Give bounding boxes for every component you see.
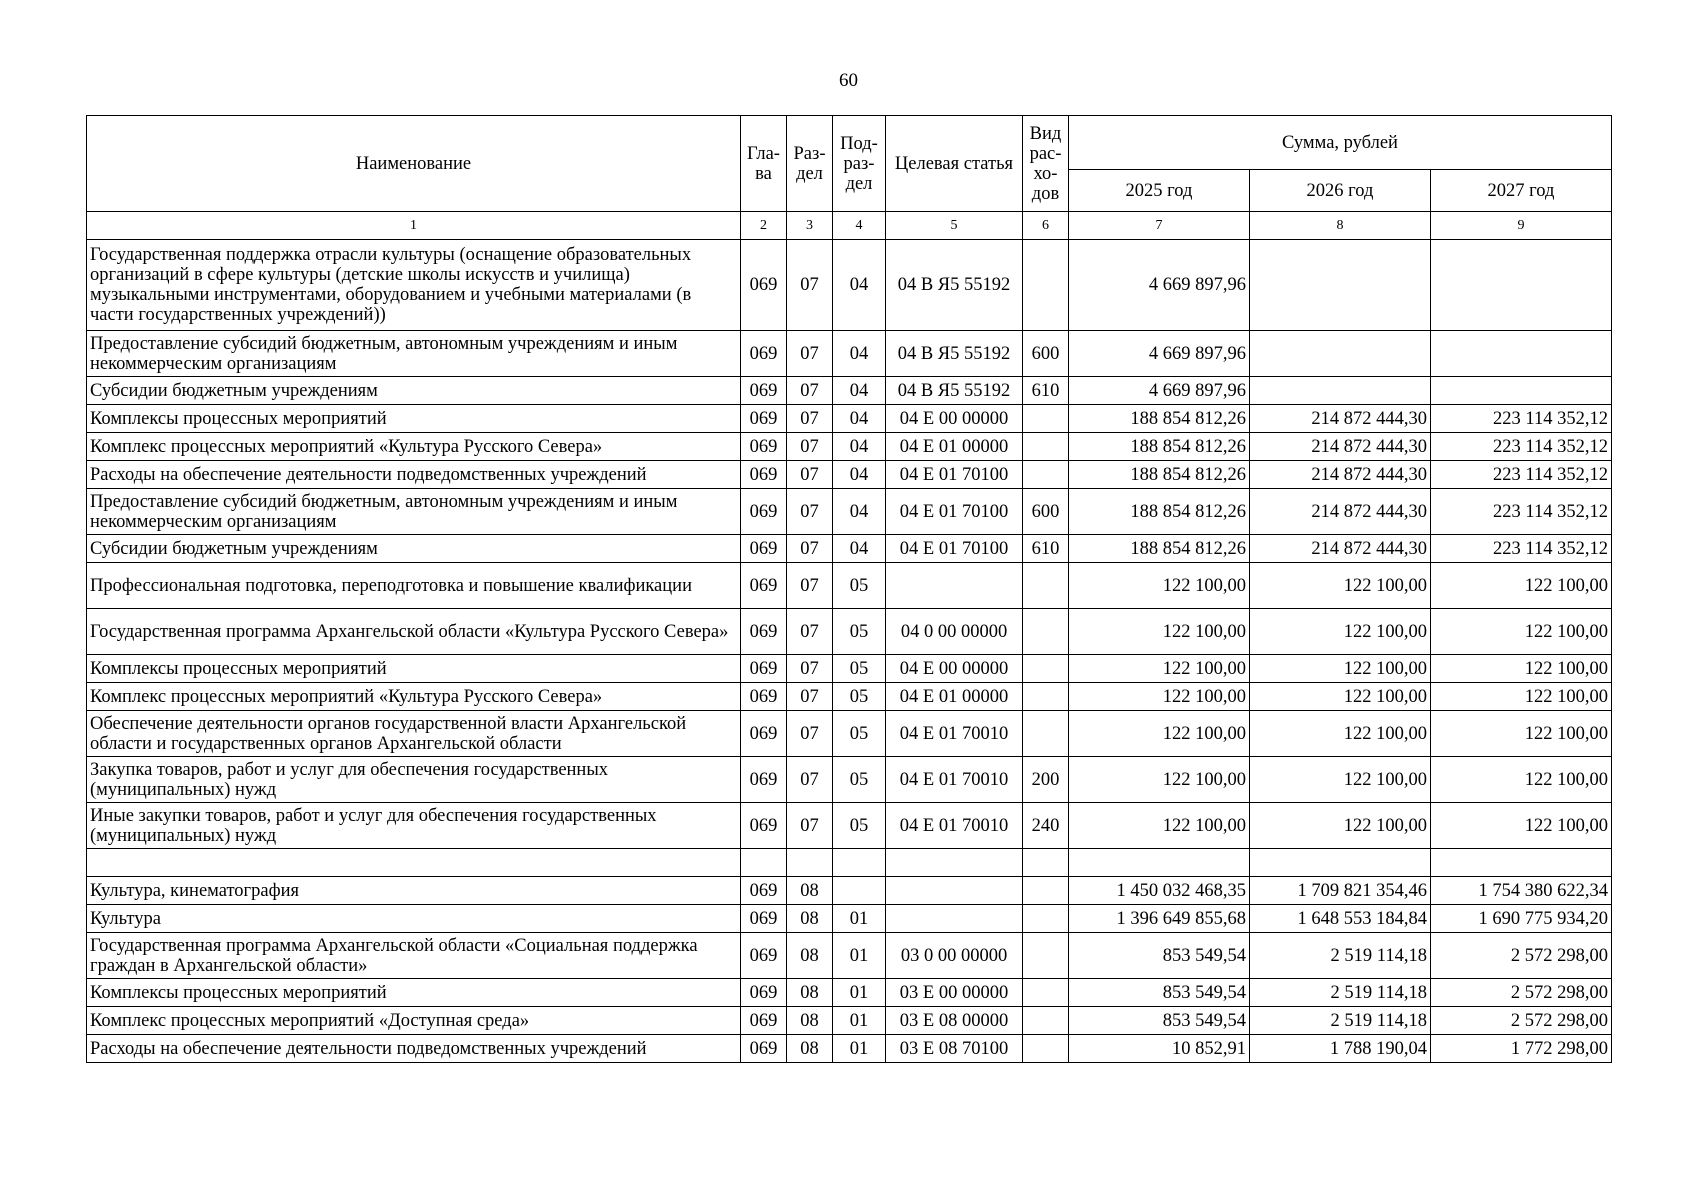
table-cell-podrazdel: 01 [833, 1007, 886, 1035]
table-cell-podrazdel: 04 [833, 240, 886, 331]
table-cell-glava: 069 [741, 563, 787, 609]
table-cell-celevaya-statya: 03 Е 00 00000 [886, 979, 1023, 1007]
table-cell-name: Комплекс процессных мероприятий «Культура Русского Севера» [87, 433, 741, 461]
table-cell-razdel: 07 [787, 609, 833, 655]
table-cell-sum-2025: 4 669 897,96 [1069, 377, 1250, 405]
table-cell-vid-raskhodov [1023, 240, 1069, 331]
table-cell-sum-2027: 122 100,00 [1431, 655, 1612, 683]
table-cell-vid-raskhodov [1023, 1007, 1069, 1035]
table-cell-vid-raskhodov: 600 [1023, 331, 1069, 377]
table-cell-vid-raskhodov [1023, 563, 1069, 609]
table-row [87, 1035, 1612, 1063]
header-celevaya-statya: Целевая статья [886, 116, 1023, 212]
table-cell-sum-2025: 4 669 897,96 [1069, 331, 1250, 377]
table-cell-celevaya-statya [886, 849, 1023, 877]
table-cell-sum-2027 [1431, 331, 1612, 377]
table-cell-sum-2027: 122 100,00 [1431, 757, 1612, 803]
table-cell-sum-2027: 122 100,00 [1431, 609, 1612, 655]
table-cell-vid-raskhodov [1023, 933, 1069, 979]
header-podrazdel: Под-раз-дел [833, 116, 886, 212]
table-cell-celevaya-statya: 04 Е 00 00000 [886, 655, 1023, 683]
table-cell-sum-2026 [1250, 331, 1431, 377]
table-cell-glava: 069 [741, 609, 787, 655]
table-cell-glava: 069 [741, 803, 787, 849]
table-cell-sum-2026: 122 100,00 [1250, 609, 1431, 655]
table-cell-vid-raskhodov: 240 [1023, 803, 1069, 849]
header-vid-raskhodov: Вид рас-хо-дов [1023, 116, 1069, 212]
column-number: 9 [1431, 212, 1612, 240]
table-cell-sum-2025: 188 854 812,26 [1069, 461, 1250, 489]
table-cell-vid-raskhodov [1023, 461, 1069, 489]
column-number: 1 [87, 212, 741, 240]
table-row [87, 849, 1612, 877]
table-cell-name: Культура, кинематография [87, 877, 741, 905]
column-number: 8 [1250, 212, 1431, 240]
table-cell-vid-raskhodov [1023, 683, 1069, 711]
table-cell-razdel: 07 [787, 711, 833, 757]
table-cell-sum-2026: 122 100,00 [1250, 683, 1431, 711]
table-cell-glava: 069 [741, 655, 787, 683]
table-cell-sum-2025: 188 854 812,26 [1069, 489, 1250, 535]
table-cell-sum-2026 [1250, 849, 1431, 877]
table-cell-glava: 069 [741, 405, 787, 433]
table-cell-sum-2026: 214 872 444,30 [1250, 489, 1431, 535]
table-row [87, 757, 1612, 803]
header-year-2027: 2027 год [1431, 170, 1612, 212]
table-cell-sum-2025: 188 854 812,26 [1069, 433, 1250, 461]
table-cell-name: Комплексы процессных мероприятий [87, 655, 741, 683]
table-cell-razdel: 07 [787, 563, 833, 609]
column-number: 3 [787, 212, 833, 240]
table-cell-sum-2027: 122 100,00 [1431, 803, 1612, 849]
column-number-row [87, 212, 1612, 240]
table-cell-celevaya-statya: 04 Е 01 70100 [886, 535, 1023, 563]
table-cell-glava: 069 [741, 240, 787, 331]
table-cell-glava: 069 [741, 535, 787, 563]
table-cell-razdel: 07 [787, 757, 833, 803]
table-cell-podrazdel [833, 877, 886, 905]
table-cell-razdel: 07 [787, 405, 833, 433]
table-cell-vid-raskhodov: 200 [1023, 757, 1069, 803]
table-cell-name: Предоставление субсидий бюджетным, автономным учреждениям и иным некоммерческим организациям [87, 331, 741, 377]
table-cell-vid-raskhodov [1023, 849, 1069, 877]
table-cell-sum-2026: 2 519 114,18 [1250, 979, 1431, 1007]
table-cell-celevaya-statya: 04 Е 01 70100 [886, 489, 1023, 535]
table-cell-celevaya-statya: 04 Е 01 00000 [886, 433, 1023, 461]
table-cell-celevaya-statya: 04 Е 00 00000 [886, 405, 1023, 433]
table-cell-sum-2027: 122 100,00 [1431, 711, 1612, 757]
table-cell-sum-2027: 122 100,00 [1431, 563, 1612, 609]
header-name: Наименование [87, 116, 741, 212]
table-cell-sum-2027: 223 114 352,12 [1431, 489, 1612, 535]
table-cell-razdel [787, 849, 833, 877]
table-cell-razdel: 07 [787, 535, 833, 563]
table-cell-podrazdel: 04 [833, 433, 886, 461]
table-cell-sum-2025: 122 100,00 [1069, 757, 1250, 803]
table-cell-celevaya-statya [886, 563, 1023, 609]
column-number: 7 [1069, 212, 1250, 240]
table-cell-sum-2026: 214 872 444,30 [1250, 433, 1431, 461]
table-row [87, 461, 1612, 489]
table-cell-name: Обеспечение деятельности органов государственной власти Архангельской области и государственных органов Архангельской области [87, 711, 741, 757]
table-cell-celevaya-statya: 04 Е 01 70100 [886, 461, 1023, 489]
table-cell-name: Культура [87, 905, 741, 933]
table-cell-podrazdel: 05 [833, 757, 886, 803]
table-cell-razdel: 07 [787, 655, 833, 683]
table-cell-razdel: 08 [787, 979, 833, 1007]
page-number: 60 [839, 70, 858, 91]
table-cell-sum-2027: 2 572 298,00 [1431, 1007, 1612, 1035]
header-glava: Гла-ва [741, 116, 787, 212]
table-cell-name: Расходы на обеспечение деятельности подведомственных учреждений [87, 461, 741, 489]
table-cell-name: Профессиональная подготовка, переподготовка и повышение квалификации [87, 563, 741, 609]
table-cell-name: Субсидии бюджетным учреждениям [87, 377, 741, 405]
table-cell-sum-2027: 223 114 352,12 [1431, 433, 1612, 461]
column-number: 6 [1023, 212, 1069, 240]
table-row [87, 609, 1612, 655]
table-cell-celevaya-statya: 03 0 00 00000 [886, 933, 1023, 979]
column-number: 2 [741, 212, 787, 240]
header-razdel: Раз-дел [787, 116, 833, 212]
table-row [87, 803, 1612, 849]
table-cell-sum-2025: 122 100,00 [1069, 711, 1250, 757]
table-cell-vid-raskhodov [1023, 877, 1069, 905]
table-cell-sum-2025: 10 852,91 [1069, 1035, 1250, 1063]
table-cell-podrazdel: 05 [833, 803, 886, 849]
table-row [87, 905, 1612, 933]
table-cell-glava: 069 [741, 1035, 787, 1063]
table-cell-sum-2026: 1 788 190,04 [1250, 1035, 1431, 1063]
table-cell-celevaya-statya: 04 Е 01 70010 [886, 711, 1023, 757]
table-cell-vid-raskhodov [1023, 433, 1069, 461]
table-cell-sum-2025: 122 100,00 [1069, 655, 1250, 683]
table-cell-celevaya-statya: 04 Е 01 70010 [886, 757, 1023, 803]
table-cell-glava: 069 [741, 331, 787, 377]
table-cell-razdel: 07 [787, 331, 833, 377]
table-cell-vid-raskhodov [1023, 405, 1069, 433]
table-cell-razdel: 07 [787, 433, 833, 461]
table-cell-sum-2026: 122 100,00 [1250, 803, 1431, 849]
table-cell-celevaya-statya: 04 Е 01 00000 [886, 683, 1023, 711]
column-number: 5 [886, 212, 1023, 240]
table-cell-vid-raskhodov: 610 [1023, 535, 1069, 563]
table-cell-sum-2025: 1 450 032 468,35 [1069, 877, 1250, 905]
table-cell-sum-2026: 2 519 114,18 [1250, 933, 1431, 979]
table-cell-vid-raskhodov [1023, 1035, 1069, 1063]
table-cell-name: Расходы на обеспечение деятельности подведомственных учреждений [87, 1035, 741, 1063]
table-cell-sum-2027: 1 772 298,00 [1431, 1035, 1612, 1063]
table-cell-sum-2026 [1250, 377, 1431, 405]
table-cell-razdel: 08 [787, 905, 833, 933]
table-row [87, 377, 1612, 405]
table-cell-podrazdel: 04 [833, 331, 886, 377]
table-cell-podrazdel: 05 [833, 563, 886, 609]
table-cell-celevaya-statya: 04 В Я5 55192 [886, 331, 1023, 377]
table-cell-sum-2027: 223 114 352,12 [1431, 461, 1612, 489]
table-cell-vid-raskhodov [1023, 905, 1069, 933]
table-row [87, 563, 1612, 609]
table-cell-celevaya-statya: 03 Е 08 70100 [886, 1035, 1023, 1063]
table-cell-podrazdel: 04 [833, 535, 886, 563]
table-cell-glava: 069 [741, 877, 787, 905]
table-cell-name: Комплекс процессных мероприятий «Культура Русского Севера» [87, 683, 741, 711]
table-cell-razdel: 08 [787, 1007, 833, 1035]
table-cell-razdel: 07 [787, 377, 833, 405]
table-cell-celevaya-statya: 03 Е 08 00000 [886, 1007, 1023, 1035]
table-row [87, 655, 1612, 683]
table-cell-sum-2025: 853 549,54 [1069, 979, 1250, 1007]
table-row [87, 711, 1612, 757]
table-cell-podrazdel: 01 [833, 933, 886, 979]
table-cell-podrazdel [833, 849, 886, 877]
table-cell-sum-2025: 853 549,54 [1069, 933, 1250, 979]
table-cell-vid-raskhodov: 610 [1023, 377, 1069, 405]
table-cell-name: Комплексы процессных мероприятий [87, 405, 741, 433]
table-cell-sum-2026: 122 100,00 [1250, 563, 1431, 609]
table-cell-name [87, 849, 741, 877]
table-cell-glava: 069 [741, 979, 787, 1007]
table-cell-razdel: 07 [787, 803, 833, 849]
table-cell-celevaya-statya: 04 В Я5 55192 [886, 240, 1023, 331]
header-year-2026: 2026 год [1250, 170, 1431, 212]
table-row [87, 240, 1612, 331]
table-cell-sum-2025: 122 100,00 [1069, 803, 1250, 849]
table-cell-name: Государственная программа Архангельской области «Социальная поддержка граждан в Архангельской области» [87, 933, 741, 979]
table-cell-sum-2026: 1 709 821 354,46 [1250, 877, 1431, 905]
table-cell-sum-2026: 1 648 553 184,84 [1250, 905, 1431, 933]
table-cell-vid-raskhodov [1023, 979, 1069, 1007]
table-cell-name: Субсидии бюджетным учреждениям [87, 535, 741, 563]
table-cell-podrazdel: 04 [833, 377, 886, 405]
table-cell-name: Иные закупки товаров, работ и услуг для обеспечения государственных (муниципальных) нужд [87, 803, 741, 849]
table-cell-podrazdel: 01 [833, 1035, 886, 1063]
table-cell-podrazdel: 04 [833, 489, 886, 535]
table-cell-name: Комплекс процессных мероприятий «Доступная среда» [87, 1007, 741, 1035]
table-cell-sum-2027 [1431, 849, 1612, 877]
table-cell-razdel: 07 [787, 461, 833, 489]
table-cell-glava: 069 [741, 1007, 787, 1035]
table-cell-name: Закупка товаров, работ и услуг для обеспечения государственных (муниципальных) нужд [87, 757, 741, 803]
table-cell-sum-2025: 1 396 649 855,68 [1069, 905, 1250, 933]
table-cell-glava: 069 [741, 757, 787, 803]
table-cell-celevaya-statya: 04 0 00 00000 [886, 609, 1023, 655]
table-cell-sum-2027: 1 754 380 622,34 [1431, 877, 1612, 905]
header-summa: Сумма, рублей [1069, 116, 1612, 170]
table-cell-sum-2027 [1431, 240, 1612, 331]
table-cell-celevaya-statya [886, 877, 1023, 905]
table-cell-glava: 069 [741, 461, 787, 489]
table-cell-podrazdel: 01 [833, 979, 886, 1007]
table-row [87, 489, 1612, 535]
table-cell-name: Комплексы процессных мероприятий [87, 979, 741, 1007]
table-cell-sum-2026: 122 100,00 [1250, 655, 1431, 683]
table-cell-celevaya-statya [886, 905, 1023, 933]
table-cell-sum-2025: 4 669 897,96 [1069, 240, 1250, 331]
table-cell-glava: 069 [741, 905, 787, 933]
table-cell-razdel: 08 [787, 1035, 833, 1063]
table-cell-sum-2026: 122 100,00 [1250, 711, 1431, 757]
table-cell-name: Предоставление субсидий бюджетным, автономным учреждениям и иным некоммерческим организациям [87, 489, 741, 535]
table-cell-glava: 069 [741, 711, 787, 757]
table-cell-celevaya-statya: 04 В Я5 55192 [886, 377, 1023, 405]
table-cell-sum-2025: 122 100,00 [1069, 563, 1250, 609]
table-row [87, 331, 1612, 377]
table-cell-podrazdel: 04 [833, 461, 886, 489]
table-cell-sum-2027: 2 572 298,00 [1431, 933, 1612, 979]
table-cell-sum-2026: 214 872 444,30 [1250, 405, 1431, 433]
table-cell-podrazdel: 05 [833, 711, 886, 757]
table-cell-sum-2026: 214 872 444,30 [1250, 461, 1431, 489]
column-number: 4 [833, 212, 886, 240]
table-row [87, 877, 1612, 905]
table-cell-sum-2026: 122 100,00 [1250, 757, 1431, 803]
table-row [87, 933, 1612, 979]
table-cell-glava: 069 [741, 433, 787, 461]
table-cell-sum-2025: 188 854 812,26 [1069, 535, 1250, 563]
table-cell-glava [741, 849, 787, 877]
table-cell-vid-raskhodov: 600 [1023, 489, 1069, 535]
table-cell-sum-2027: 223 114 352,12 [1431, 535, 1612, 563]
table-row [87, 683, 1612, 711]
table-row [87, 405, 1612, 433]
table-cell-razdel: 07 [787, 489, 833, 535]
table-cell-glava: 069 [741, 377, 787, 405]
table-cell-razdel: 07 [787, 683, 833, 711]
table-cell-sum-2025: 122 100,00 [1069, 609, 1250, 655]
table-cell-name: Государственная поддержка отрасли культуры (оснащение образовательных организаций в сфере культуры (детские школы искусств и училища) музыкальными инструментами, оборудованием и учебными материалами (в части государственных учреждений)) [87, 240, 741, 331]
table-cell-celevaya-statya: 04 Е 01 70010 [886, 803, 1023, 849]
table-cell-sum-2025: 853 549,54 [1069, 1007, 1250, 1035]
table-row [87, 979, 1612, 1007]
table-cell-podrazdel: 05 [833, 683, 886, 711]
table-body [87, 240, 1612, 1063]
table-cell-sum-2027: 223 114 352,12 [1431, 405, 1612, 433]
table-cell-podrazdel: 05 [833, 609, 886, 655]
table-cell-sum-2026 [1250, 240, 1431, 331]
table-cell-sum-2027: 2 572 298,00 [1431, 979, 1612, 1007]
table-cell-glava: 069 [741, 933, 787, 979]
table-row [87, 1007, 1612, 1035]
table-cell-glava: 069 [741, 489, 787, 535]
table-cell-sum-2027: 1 690 775 934,20 [1431, 905, 1612, 933]
table-cell-podrazdel: 05 [833, 655, 886, 683]
table-cell-name: Государственная программа Архангельской области «Культура Русского Севера» [87, 609, 741, 655]
table-cell-razdel: 08 [787, 877, 833, 905]
budget-table [86, 115, 1612, 1063]
table-cell-sum-2026: 2 519 114,18 [1250, 1007, 1431, 1035]
table-cell-vid-raskhodov [1023, 711, 1069, 757]
header-year-2025: 2025 год [1069, 170, 1250, 212]
table-cell-sum-2027: 122 100,00 [1431, 683, 1612, 711]
table-row [87, 535, 1612, 563]
table-cell-razdel: 08 [787, 933, 833, 979]
table-cell-sum-2025 [1069, 849, 1250, 877]
table-cell-glava: 069 [741, 683, 787, 711]
table-cell-vid-raskhodov [1023, 655, 1069, 683]
table-cell-sum-2025: 188 854 812,26 [1069, 405, 1250, 433]
table-cell-podrazdel: 01 [833, 905, 886, 933]
table-row [87, 433, 1612, 461]
table-cell-razdel: 07 [787, 240, 833, 331]
table-cell-podrazdel: 04 [833, 405, 886, 433]
table-cell-vid-raskhodov [1023, 609, 1069, 655]
table-cell-sum-2027 [1431, 377, 1612, 405]
table-cell-sum-2025: 122 100,00 [1069, 683, 1250, 711]
table-cell-sum-2026: 214 872 444,30 [1250, 535, 1431, 563]
